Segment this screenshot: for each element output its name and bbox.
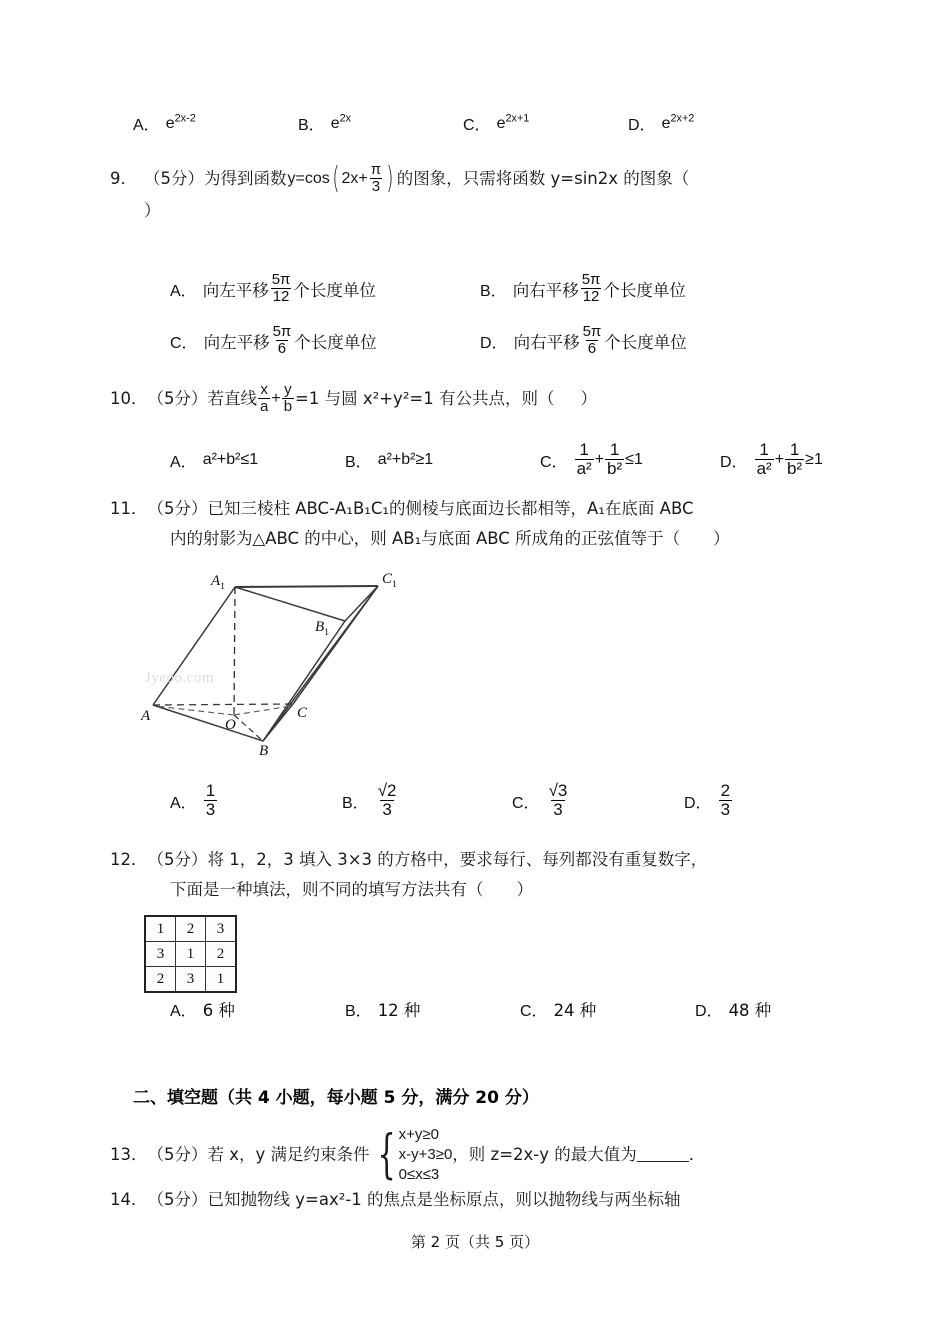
option-label: C． xyxy=(170,334,198,352)
fraction-numerator: 5π xyxy=(272,322,292,340)
option-value: $e^{2x‑2}$ xyxy=(165,112,196,132)
plus-sign: + xyxy=(271,390,281,408)
edge-a-b xyxy=(153,705,263,741)
q12-text-line1: 将 1，2，3 填入 3×3 的方格中，要求每行、每列都没有重复数字， xyxy=(207,850,708,869)
option-tail: 个长度单位 xyxy=(604,333,687,352)
question-marks: （5分） xyxy=(147,499,208,518)
option-text: 向左平移 xyxy=(203,333,270,352)
vertex-label-a1: $A_1$ xyxy=(211,573,226,592)
option-label: C． xyxy=(463,117,491,134)
vertex-label-c: C xyxy=(297,705,308,721)
q9-stem-cont xyxy=(110,196,850,226)
option-row xyxy=(170,315,870,367)
table-row xyxy=(145,967,236,993)
option-label: D． xyxy=(628,117,656,134)
q13-period: ． xyxy=(688,1145,706,1164)
q9-formula xyxy=(288,163,396,196)
q8-option-b[interactable] xyxy=(298,112,463,135)
grid-cell: 1 xyxy=(145,916,176,942)
q10-option-a[interactable] xyxy=(170,449,345,472)
option-text: 向右平移 xyxy=(512,281,579,300)
q10-text-mid: =1 与圆 x²+y²=1 有公共点，则（ xyxy=(295,389,555,409)
q10-text-end: ） xyxy=(580,389,597,409)
question-number: 12． xyxy=(110,850,148,869)
option-label: C． xyxy=(520,1002,548,1020)
question-13 xyxy=(110,1122,890,1188)
q9-options xyxy=(170,263,870,367)
q12-option-b[interactable] xyxy=(345,997,520,1021)
fraction-numerator: √2 xyxy=(377,780,397,800)
q8-option-a[interactable] xyxy=(133,112,298,135)
option-label: D． xyxy=(720,453,748,471)
segment-o-b xyxy=(234,715,263,741)
fraction-denominator: a xyxy=(260,397,269,415)
option-text: 12 种 xyxy=(377,1001,421,1020)
option-row xyxy=(170,779,890,823)
q11-text-line2: 内的射影为△ABC 的中心，则 AB₁与底面 ABC 所成角的正弦值等于（ ） xyxy=(170,529,730,548)
q12-options xyxy=(170,993,890,1025)
q14-stem-line1 xyxy=(110,1185,890,1215)
q12-option-c[interactable] xyxy=(520,997,695,1021)
option-label: B． xyxy=(345,1002,372,1020)
q10-option-b[interactable] xyxy=(345,449,540,472)
option-text: 48 种 xyxy=(728,1001,772,1020)
q8-option-d[interactable] xyxy=(628,112,694,135)
q9-option-c[interactable] xyxy=(170,322,480,358)
fraction-numerator: 1 xyxy=(579,439,589,459)
fraction-denominator: 3 xyxy=(371,177,381,195)
option-text: 24 种 xyxy=(553,1001,597,1020)
question-number: 14． xyxy=(110,1190,148,1209)
q9-option-a[interactable] xyxy=(170,270,480,306)
q11-options xyxy=(170,779,890,823)
q11-option-b[interactable] xyxy=(342,780,512,820)
q13-text-before: 若 x，y 满足约束条件 xyxy=(207,1145,370,1164)
table-row xyxy=(145,916,236,942)
number-grid-table xyxy=(144,915,237,993)
fraction-numerator: 1 xyxy=(205,780,216,800)
q10-option-d[interactable] xyxy=(720,439,823,479)
fraction-numerator: y xyxy=(284,381,292,398)
question-11 xyxy=(110,494,870,554)
option-label: D． xyxy=(480,334,508,352)
fraction-numerator: 1 xyxy=(609,439,620,459)
q9-text-after: 的图象，只需将函数 y=sin2x 的图象（ xyxy=(396,169,690,189)
fraction-numerator: x xyxy=(260,381,268,398)
option-label: A． xyxy=(133,117,160,134)
question-number: 9． xyxy=(110,169,137,189)
option-label: B． xyxy=(298,117,325,134)
q11-text-line1: 已知三棱柱 ABC‑A₁B₁C₁的侧棱与底面边长都相等，A₁在底面 ABC xyxy=(207,499,694,518)
left-paren: ( xyxy=(332,161,340,196)
q8-options-row xyxy=(133,112,833,135)
vertex-label-b: B xyxy=(259,743,269,759)
vertex-label-c1: $C_1$ xyxy=(382,571,397,590)
formula-prefix: y=cos xyxy=(287,170,330,188)
option-label: A． xyxy=(170,453,197,471)
q10-text-before: 若直线 xyxy=(207,389,257,409)
constraint-1: x+y≥0 xyxy=(398,1126,439,1143)
grid-cell: 1 xyxy=(176,942,206,967)
y-over-b-fraction xyxy=(282,382,294,415)
q10-stem xyxy=(110,383,850,416)
question-marks: （5分） xyxy=(147,1190,208,1209)
option-label: B． xyxy=(480,282,507,300)
constraint-3: 0≤x≤3 xyxy=(398,1166,440,1183)
q12-stem-line1 xyxy=(110,845,870,875)
q12-stem-line2 xyxy=(110,875,870,905)
fraction-numerator: 2 xyxy=(720,780,731,800)
constraint-system xyxy=(370,1125,453,1185)
option-label: B． xyxy=(342,794,369,812)
q9-stem xyxy=(110,163,850,196)
option-label: C． xyxy=(512,794,540,812)
question-marks: （5分） xyxy=(147,1145,208,1164)
plus-sign: + xyxy=(594,451,605,468)
q10-options xyxy=(170,440,890,480)
figure-watermark: Jyeoo.com xyxy=(145,670,215,686)
option-fraction xyxy=(547,782,570,819)
plus-sign: + xyxy=(774,451,785,468)
fraction-denominator: 3 xyxy=(720,799,731,819)
system-rows xyxy=(399,1125,453,1185)
option-row xyxy=(170,440,890,480)
option-fraction-2 xyxy=(785,441,804,478)
fraction-denominator: a² xyxy=(576,458,592,478)
x-over-a-fraction xyxy=(258,382,270,415)
option-text: a²+b²≥1 xyxy=(377,451,434,468)
q12-option-d[interactable] xyxy=(695,997,771,1021)
fraction-denominator: 12 xyxy=(272,287,290,305)
edge-a1-a xyxy=(153,587,235,705)
fraction-denominator: b² xyxy=(607,458,623,478)
fraction-numerator: 5π xyxy=(582,322,602,340)
grid-cell: 3 xyxy=(176,967,206,993)
q9-close-paren: ） xyxy=(144,200,161,220)
q9-option-b[interactable] xyxy=(480,270,686,306)
grid-cell: 2 xyxy=(145,967,176,993)
q9-option-d[interactable] xyxy=(480,322,687,358)
option-text: 向左平移 xyxy=(202,281,269,300)
option-label: D． xyxy=(695,1002,723,1020)
question-marks: （5分） xyxy=(144,169,204,189)
fraction-denominator: b² xyxy=(787,458,803,478)
section-2-heading-wrapper xyxy=(133,1083,833,1108)
option-fraction xyxy=(376,782,399,819)
vertex-label-b1: $B_1$ xyxy=(315,619,330,638)
question-marks: （5分） xyxy=(147,850,208,869)
fraction-numerator: √3 xyxy=(548,780,568,800)
edge-b1-b xyxy=(263,621,345,741)
q12-grid-wrapper xyxy=(144,915,237,993)
question-12 xyxy=(110,845,870,905)
option-fraction xyxy=(581,324,604,357)
edge-b1-c1 xyxy=(345,586,378,621)
option-tail: ≥1 xyxy=(805,451,823,468)
option-value: $e^{2x}$ xyxy=(330,112,352,132)
fraction-numerator: 1 xyxy=(789,439,800,459)
option-row xyxy=(170,263,870,315)
q11-option-d[interactable] xyxy=(684,780,733,820)
fraction-denominator: 12 xyxy=(582,287,600,305)
grid-cell: 1 xyxy=(206,967,237,993)
q11-option-a[interactable] xyxy=(170,780,342,820)
question-number: 11． xyxy=(110,499,148,518)
option-value: $e^{2x+1}$ xyxy=(496,112,530,132)
q11-stem-line2 xyxy=(110,524,870,554)
edge-a-c-hidden xyxy=(153,704,293,705)
edge-a1-c1 xyxy=(235,586,378,587)
grid-cell: 2 xyxy=(206,942,237,967)
q8-option-c[interactable] xyxy=(463,112,628,135)
prism-svg xyxy=(133,565,463,765)
option-fraction-1 xyxy=(755,441,774,478)
option-text: 向右平移 xyxy=(513,333,580,352)
constraint-2: x‑y+3≥0 xyxy=(398,1146,453,1163)
option-fraction-1 xyxy=(575,441,594,478)
option-fraction-2 xyxy=(605,441,624,478)
grid-cell: 2 xyxy=(176,916,206,942)
option-row xyxy=(133,112,833,135)
option-fraction xyxy=(270,272,293,305)
question-9 xyxy=(110,163,850,226)
right-paren: ) xyxy=(386,161,394,196)
grid-cell: 3 xyxy=(206,916,237,942)
q14-text-line1: 已知抛物线 y=ax²‑1 的焦点是坐标原点，则以抛物线与两坐标轴 xyxy=(207,1190,681,1209)
option-tail: 个长度单位 xyxy=(293,281,376,300)
q12-text-line2: 下面是一种填法，则不同的填写方法共有（ ） xyxy=(170,880,533,899)
page-footer: 第 2 页（共 5 页） xyxy=(410,1233,540,1251)
option-label: A． xyxy=(170,1002,197,1020)
option-row xyxy=(170,993,890,1025)
pi-over-3-fraction xyxy=(369,162,383,195)
option-value: $e^{2x+2}$ xyxy=(661,112,695,132)
option-fraction xyxy=(271,324,294,357)
segment-o-a xyxy=(155,706,234,715)
option-fraction xyxy=(580,272,603,305)
option-label: C． xyxy=(540,453,568,471)
vertex-label-o: O xyxy=(225,717,236,733)
formula-inner: 2x+ xyxy=(341,170,368,188)
option-fraction xyxy=(719,782,732,819)
q9-text-before: 为得到函数 xyxy=(204,169,287,189)
fraction-denominator: 6 xyxy=(587,339,597,357)
fraction-denominator: 3 xyxy=(382,799,392,819)
question-marks: （5分） xyxy=(147,389,208,409)
fraction-numerator: 5π xyxy=(581,270,601,288)
q11-option-c[interactable] xyxy=(512,780,684,820)
option-text: a²+b²≤1 xyxy=(202,451,259,468)
fraction-denominator: 3 xyxy=(553,799,563,819)
option-label: A． xyxy=(170,282,197,300)
altitude-a1-o xyxy=(234,587,235,715)
q13-stem xyxy=(110,1122,890,1188)
option-text: 6 种 xyxy=(202,1001,235,1020)
option-label: A． xyxy=(170,794,197,812)
option-label: B． xyxy=(345,453,372,471)
option-tail: 个长度单位 xyxy=(603,281,686,300)
option-label: D． xyxy=(684,794,712,812)
q13-text-after: ，则 z=2x‑y 的最大值为 xyxy=(452,1145,637,1164)
edge-a1-b1 xyxy=(235,587,345,621)
fraction-denominator: a² xyxy=(756,458,772,478)
fraction-numerator: 1 xyxy=(759,439,769,459)
section-heading: 二、填空题（共 4 小题，每小题 5 分，满分 20 分） xyxy=(133,1088,539,1108)
fraction-denominator: b xyxy=(283,397,293,415)
q11-stem-line1 xyxy=(110,494,870,524)
fraction-denominator: 3 xyxy=(205,799,216,819)
vertex-label-a: A xyxy=(141,708,151,724)
question-10 xyxy=(110,383,850,416)
option-tail: 个长度单位 xyxy=(294,333,377,352)
question-number: 13． xyxy=(110,1145,148,1164)
edge-c1-c xyxy=(293,586,378,704)
left-brace-icon: { xyxy=(376,1124,396,1185)
triangular-prism-figure xyxy=(133,565,463,765)
table-row xyxy=(145,942,236,967)
q10-formula xyxy=(257,383,295,416)
fraction-numerator: 5π xyxy=(271,270,291,288)
option-tail: ≤1 xyxy=(625,451,643,468)
question-14 xyxy=(110,1185,890,1215)
q10-option-c[interactable] xyxy=(540,439,720,479)
fraction-denominator: 6 xyxy=(277,339,287,357)
option-fraction xyxy=(204,782,217,819)
fraction-numerator: π xyxy=(370,161,382,178)
q12-option-a[interactable] xyxy=(170,997,345,1021)
answer-blank[interactable] xyxy=(637,1148,689,1162)
grid-cell: 3 xyxy=(145,942,176,967)
question-number: 10． xyxy=(110,389,148,409)
